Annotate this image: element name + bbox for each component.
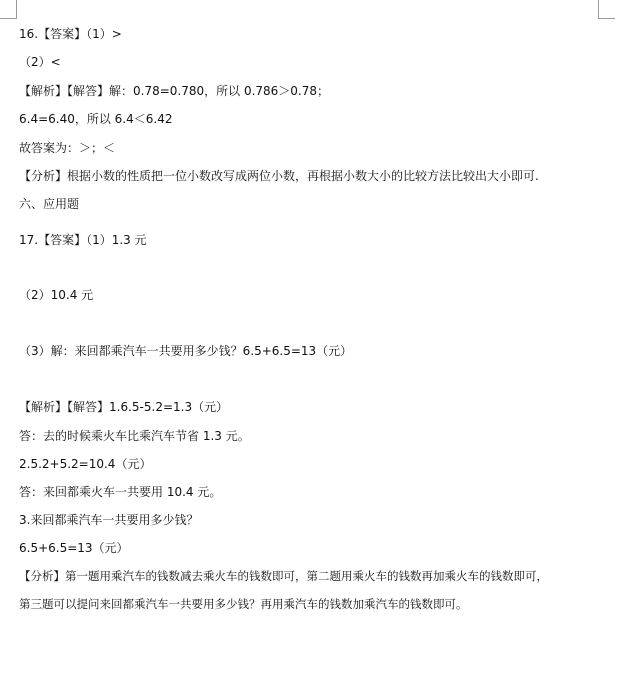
answer-16-conclusion: 故答案为：＞；＜	[19, 141, 116, 155]
answer-17-solution-1: 【解析】【解答】1.6.5-5.2=1.3（元）	[19, 400, 229, 414]
answer-16-solution-1: 【解析】【解答】解：0.78=0.780，所以 0.786＞0.78；	[19, 84, 330, 98]
answer-17-analysis-1: 【分析】第一题用乘汽车的钱数减去乘火车的钱数即可，第二题用乘火车的钱数再加乘火车的钱数即可，	[19, 569, 548, 583]
answer-17-heading: 17.【答案】（1）1.3 元	[19, 233, 147, 247]
answer-17-part-2: （2）10.4 元	[19, 288, 94, 302]
answer-17-analysis-2: 第三题可以提问来回都乘汽车一共要用多少钱？再用乘汽车的钱数加乘汽车的钱数即可。	[19, 597, 468, 611]
answer-16-part-2: （2）<	[19, 55, 61, 69]
answer-16-solution-2: 6.4=6.40，所以 6.4＜6.42	[19, 112, 173, 126]
page-corner-mark-right	[598, 0, 615, 19]
page-corner-mark-left	[0, 0, 17, 19]
answer-17-reply-2: 答：来回都乘火车一共要用 10.4 元。	[19, 485, 222, 499]
answer-17-reply-1: 答：去的时候乘火车比乘汽车节省 1.3 元。	[19, 429, 250, 443]
answer-17-part-3: （3）解：来回都乘汽车一共要用多少钱？6.5+6.5=13（元）	[19, 344, 353, 358]
section-heading-application: 六、应用题	[19, 197, 80, 211]
answer-16-analysis: 【分析】根据小数的性质把一位小数改写成两位小数，再根据小数大小的比较方法比较出大小即可.	[19, 169, 539, 183]
answer-17-calculation-3: 6.5+6.5=13（元）	[19, 541, 129, 555]
answer-17-solution-2: 2.5.2+5.2=10.4（元）	[19, 457, 152, 471]
answer-17-solution-3: 3.来回都乘汽车一共要用多少钱？	[19, 513, 199, 527]
answer-16-heading: 16.【答案】（1）>	[19, 27, 122, 41]
